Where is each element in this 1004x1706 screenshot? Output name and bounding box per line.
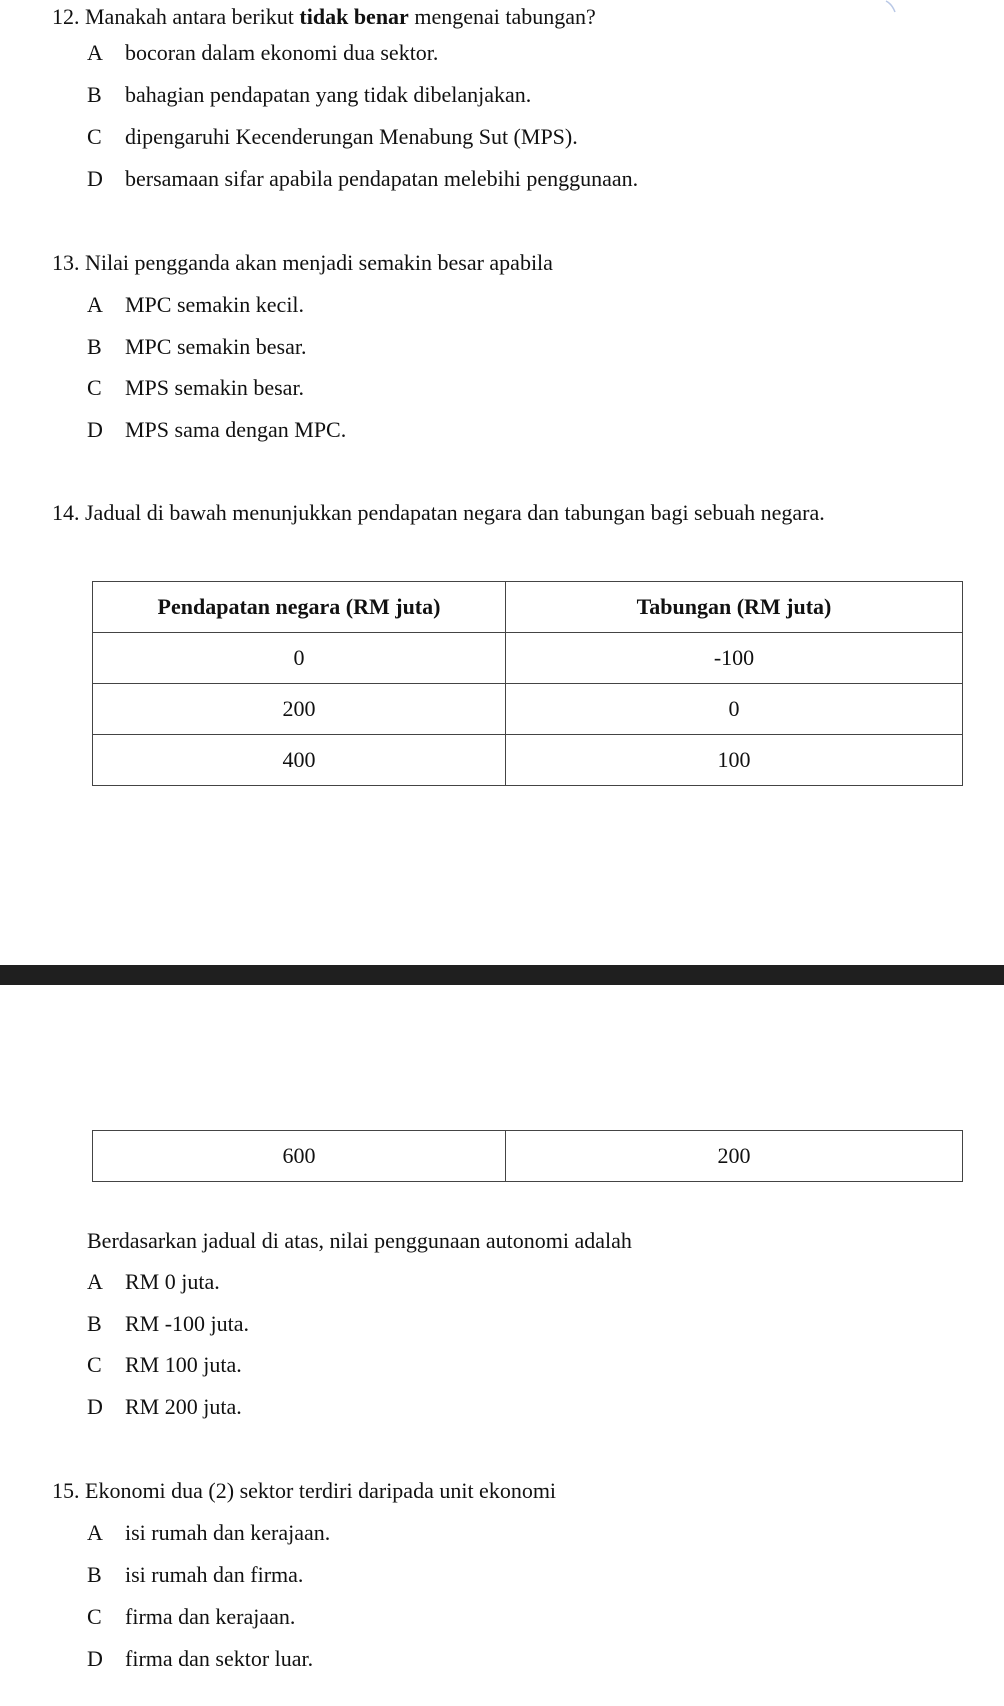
option-a[interactable] [87,1267,220,1297]
question-number: 13. [52,250,80,275]
table-cell: 100 [506,735,963,786]
column-header: Tabungan (RM juta) [506,582,963,633]
table-row [93,633,963,684]
data-table-continued [92,1130,963,1182]
option-letter: C [87,1604,102,1629]
option-c[interactable] [87,122,578,152]
table-cell: 0 [93,633,506,684]
option-text: MPC semakin kecil. [125,292,305,317]
option-letter: C [87,1352,102,1377]
option-letter: A [87,1269,103,1294]
option-text: MPS semakin besar. [125,375,305,400]
option-text: bersamaan sifar apabila pendapatan melebihi penggunaan. [125,166,639,191]
table-header-row [93,582,963,633]
option-letter: B [87,1562,102,1587]
option-letter: C [87,375,102,400]
column-header: Pendapatan negara (RM juta) [93,582,506,633]
data-table [92,581,963,786]
table-cell: 0 [506,684,963,735]
table-row [93,735,963,786]
question-15 [52,1476,556,1506]
option-letter: A [87,292,103,317]
table-cell: -100 [506,633,963,684]
option-text: MPS sama dengan MPC. [125,417,347,442]
question-text: Jadual di bawah menunjukkan pendapatan negara dan tabungan bagi sebuah negara. [85,500,825,525]
option-c[interactable] [87,373,304,403]
table-row [93,684,963,735]
option-d[interactable] [87,415,346,445]
question-number: 14. [52,500,80,525]
option-text: RM 0 juta. [125,1269,220,1294]
option-letter: D [87,1646,103,1671]
option-text: bahagian pendapatan yang tidak dibelanjakan. [125,82,532,107]
option-a[interactable] [87,38,438,68]
option-text: isi rumah dan firma. [125,1562,304,1587]
question-text: Nilai pengganda akan menjadi semakin besar apabila [85,250,553,275]
option-c[interactable] [87,1350,242,1380]
option-letter: D [87,166,103,191]
option-a[interactable] [87,1518,330,1548]
option-text: RM 100 juta. [125,1352,242,1377]
option-letter: D [87,417,103,442]
option-b[interactable] [87,80,531,110]
option-text: bocoran dalam ekonomi dua sektor. [125,40,439,65]
question-14 [52,498,825,528]
table-cell: 200 [93,684,506,735]
question-text-emphasis: tidak benar [299,4,409,29]
pen-mark-icon [884,0,898,14]
table-cell: 400 [93,735,506,786]
option-d[interactable] [87,1644,313,1674]
question-text: Ekonomi dua (2) sektor terdiri daripada unit ekonomi [85,1478,557,1503]
option-b[interactable] [87,1309,249,1339]
question-stem: Berdasarkan jadual di atas, nilai penggunaan autonomi adalah [87,1228,632,1253]
question-12 [52,2,596,32]
option-letter: C [87,124,102,149]
option-d[interactable] [87,164,638,194]
option-letter: B [87,82,102,107]
option-text: MPC semakin besar. [125,334,307,359]
option-letter: B [87,1311,102,1336]
question-13 [52,248,553,278]
option-d[interactable] [87,1392,242,1422]
table-row [93,1131,963,1182]
option-text: RM -100 juta. [125,1311,250,1336]
option-text: firma dan kerajaan. [125,1604,296,1629]
table-cell: 600 [93,1131,506,1182]
option-text: firma dan sektor luar. [125,1646,314,1671]
option-text: RM 200 juta. [125,1394,242,1419]
option-text: dipengaruhi Kecenderungan Menabung Sut (MPS). [125,124,578,149]
option-letter: B [87,334,102,359]
option-b[interactable] [87,1560,303,1590]
option-letter: A [87,1520,103,1545]
page-break-bar [0,965,1004,985]
option-c[interactable] [87,1602,295,1632]
question-number: 15. [52,1478,80,1503]
option-letter: D [87,1394,103,1419]
table-cell: 200 [506,1131,963,1182]
option-b[interactable] [87,332,307,362]
option-a[interactable] [87,290,304,320]
question-number: 12. [52,4,80,29]
option-letter: A [87,40,103,65]
option-text: isi rumah dan kerajaan. [125,1520,331,1545]
question-text-end: mengenai tabungan? [408,4,596,29]
question-text-start: Manakah antara berikut [85,4,300,29]
